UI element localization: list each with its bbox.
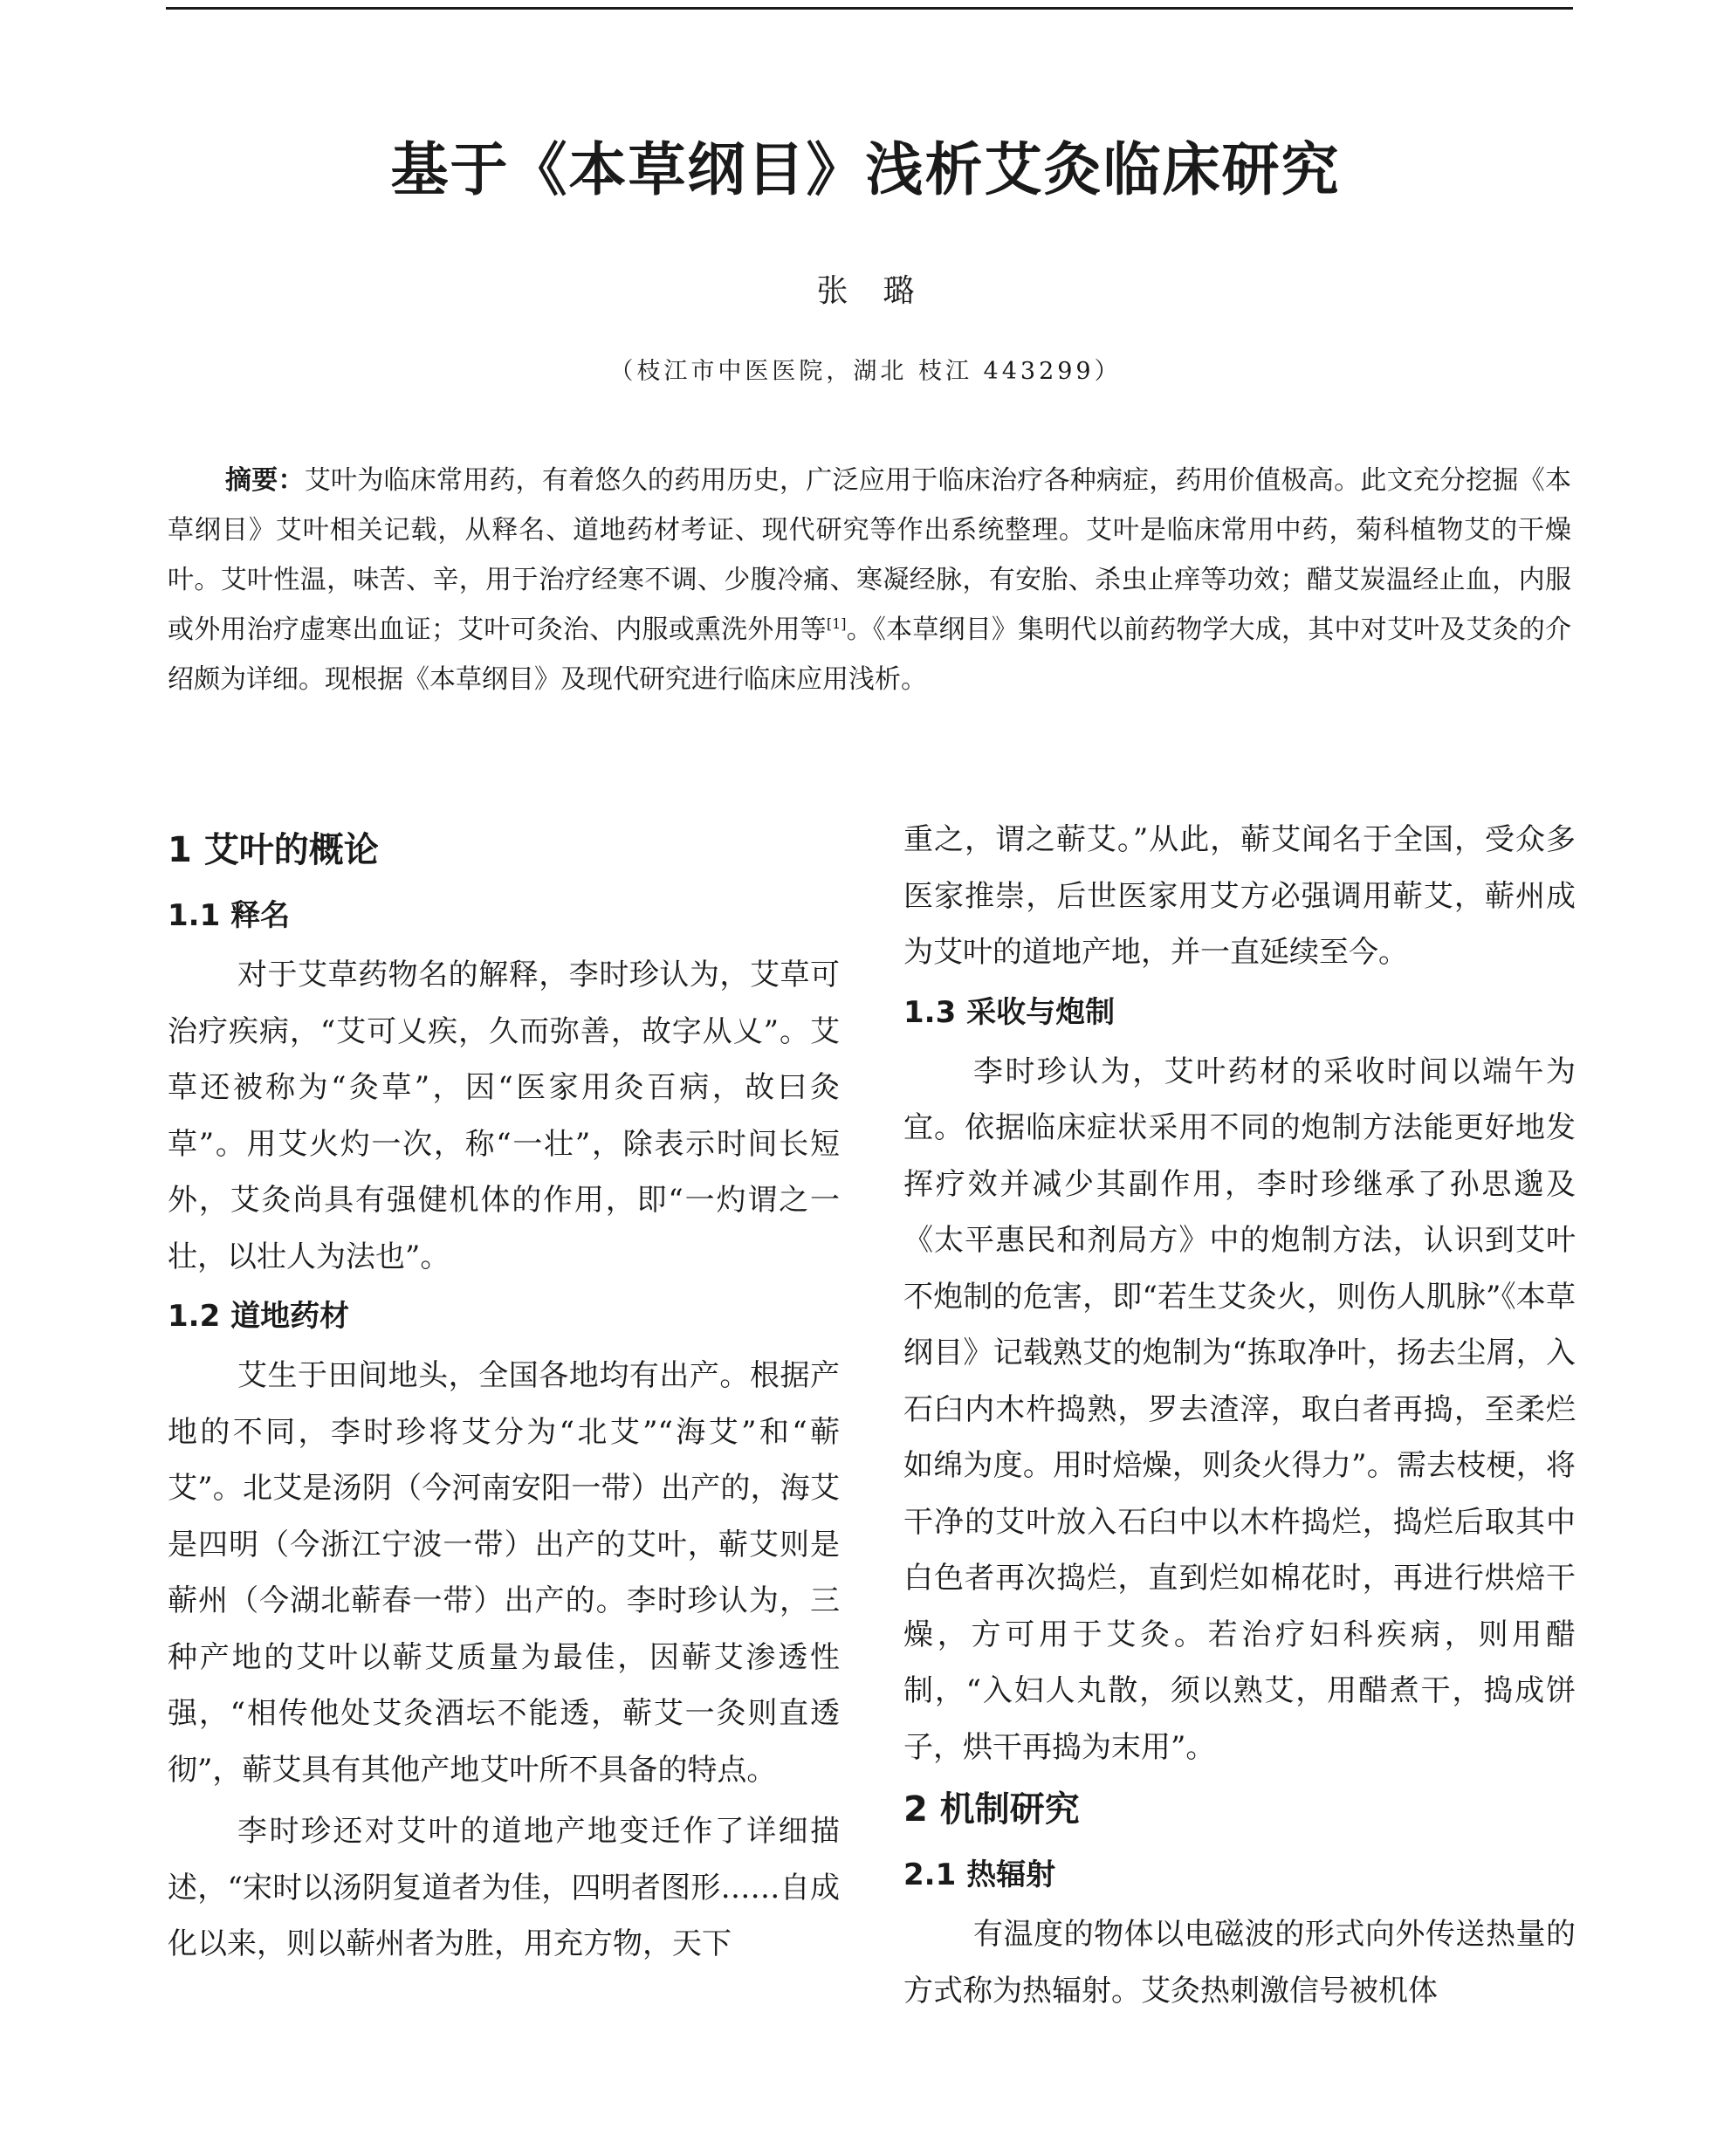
column-left [168,816,840,1973]
section-heading-1-3: 1.3 采收与炮制 [903,994,1116,1030]
abstract-text: 艾叶为临床常用药，有着悠久的药用历史，广泛应用于临床治疗各种病症，药用价值极高。此文充分挖掘《本草纲目》艾叶相关记载，从释名、道地药材考证、现代研究等作出系统整理。艾叶是临床常用中药，菊科植物艾的干燥叶。艾叶性温，味苦、辛，用于治疗经寒不调、少腹冷痛、寒凝经脉，有安胎、杀虫止痒等功效；醋艾炭温经止血，内服或外用治疗虚寒出血证；艾叶可灸治、内服或熏洗外用等 [168,465,1572,645]
header-rule [166,7,1573,10]
paragraph-1-2-b: 李时珍还对艾叶的道地产地变迁作了详细描述，“宋时以汤阴复道者为佳，四明者图形……自成化以来，则以蕲州者为胜，用充方物，天下 [168,1814,840,1961]
paper-title: 基于《本草纲目》浅析艾灸临床研究 [390,136,1341,203]
paragraph-1-1: 对于艾草药物名的解释，李时珍认为，艾草可治疗疾病，“艾可乂疾，久而弥善，故字从乂”。艾草还被称为“灸草”，因“医家用灸百病，故曰灸草”。用艾火灼一次，称“一壮”，除表示时间长短外，艾灸尚具有强健机体的作用，即“一灼谓之一壮，以壮人为法也”。 [168,958,840,1274]
affiliation: （枝江市中医医院，湖北 枝江 443299） [609,358,1122,385]
paragraph-1-2-a: 艾生于田间地头，全国各地均有出产。根据产地的不同，李时珍将艾分为“北艾”“海艾”和“蕲艾”。北艾是汤阴（今河南安阳一带）出产的，海艾是四明（今浙江宁波一带）出产的艾叶，蕲艾则是蕲州（今湖北蕲春一带）出产的。李时珍认为，三种产地的艾叶以蕲艾质量为最佳，因蕲艾渗透性强，“相传他处艾灸酒坛不能透，蕲艾一灸则直透彻”，蕲艾具有其他产地艾叶所不具备的特点。 [168,1358,840,1788]
abstract-text-end: 。《本草纲目》集明代以前药物学大成，其中对艾叶及艾灸的介绍颇为详细。现根据《本草纲目》及现代研究进行临床应用浅析。 [168,615,1572,695]
abstract-ref: [1] [826,615,847,632]
section-heading-2-1: 2.1 热辐射 [903,1857,1056,1892]
column-right [903,812,1576,2019]
paragraph-1-3: 李时珍认为，艾叶药材的采收时间以端午为宜。依据临床症状采用不同的炮制方法能更好地发挥疗效并减少其副作用，李时珍继承了孙思邈及《太平惠民和剂局方》中的炮制方法，认识到艾叶不炮制的危害，即“若生艾灸火，则伤人肌脉”《本草纲目》记载熟艾的炮制为“拣取净叶，扬去尘屑，入石臼内木杵捣熟，罗去渣滓，取白者再捣，至柔烂如绵为度。用时焙燥，则灸火得力”。需去枝梗，将干净的艾叶放入石臼中以木杵捣烂，捣烂后取其中白色者再次捣烂，直到烂如棉花时，再进行烘焙干燥，方可用于艾灸。若治疗妇科疾病，则用醋制，“入妇人丸散，须以熟艾，用醋煮干，捣成饼子，烘干再捣为末用”。 [903,1054,1576,1765]
section-heading-1: 1 艾叶的概论 [168,830,379,870]
section-heading-1-2: 1.2 道地药材 [168,1299,350,1334]
author-name: 张璐 [816,273,950,309]
section-heading-2: 2 机制研究 [903,1789,1080,1830]
abstract [168,456,1571,704]
paragraph-2-1: 有温度的物体以电磁波的形式向外传送热量的方式称为热辐射。艾灸热刺激信号被机体 [903,1917,1576,2008]
section-heading-1-1: 1.1 释名 [168,898,291,933]
abstract-label: 摘要： [225,465,305,496]
paragraph-1-2-b-continued: 重之，谓之蕲艾。”从此，蕲艾闻名于全国，受众多医家推崇，后世医家用艾方必强调用蕲艾，蕲州成为艾叶的道地产地，并一直延续至今。 [903,822,1576,970]
